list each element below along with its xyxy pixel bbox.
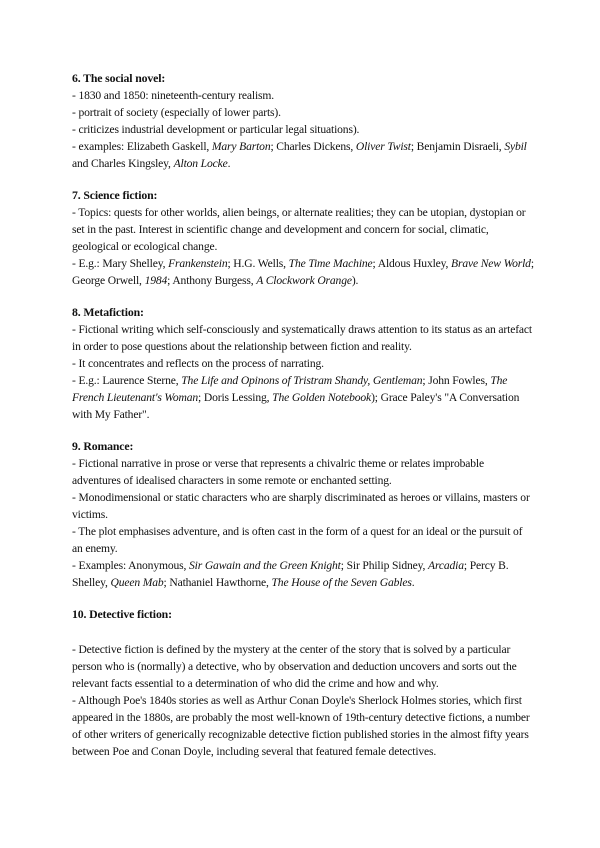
- text-run: ; John Fowles,: [422, 374, 491, 387]
- text-run: and Charles Kingsley,: [72, 157, 174, 170]
- text-run: ; Aldous Huxley,: [372, 257, 452, 270]
- document-body: [72, 70, 534, 760]
- text-run: - Fictional writing which self-consciously and systematically draws attention to its status as an artefact in order to pose questions about the relationship between fiction and reality.: [72, 323, 532, 353]
- paragraph: [72, 138, 534, 172]
- text-run: - criticizes industrial development or particular legal situations).: [72, 123, 360, 136]
- paragraph: [72, 321, 534, 355]
- paragraph: [72, 204, 534, 255]
- paragraph: [72, 255, 534, 289]
- italic-title: Frankenstein: [168, 257, 228, 270]
- text-run: ; Sir Philip Sidney,: [340, 559, 429, 572]
- italic-title: A Clockwork Orange: [256, 274, 352, 287]
- paragraph: [72, 557, 534, 591]
- italic-title: The Time Machine: [288, 257, 373, 270]
- text-run: - The plot emphasises adventure, and is often cast in the form of a quest for an ideal or the pursuit of an enemy.: [72, 525, 523, 555]
- italic-title: The Life and Opinons of Tristram Shandy, Gentleman: [181, 374, 423, 387]
- section-heading: 8. Metafiction:: [72, 305, 144, 319]
- italic-title: Sybil: [504, 140, 527, 153]
- text-run: - portrait of society (especially of lower parts).: [72, 106, 281, 119]
- italic-title: The French Lieutenant's Woman: [72, 374, 508, 404]
- paragraph: [72, 489, 534, 523]
- paragraph: [72, 641, 534, 692]
- paragraph: [72, 355, 534, 372]
- text-run: - Topics: quests for other worlds, alien beings, or alternate realities; they can be utopian, dystopian or set in the past. Interest in scientific change and development and concern for social, climatic, geological or ecological change.: [72, 206, 526, 253]
- section: [72, 70, 534, 172]
- italic-title: 1984: [144, 274, 168, 287]
- paragraph: [72, 121, 534, 138]
- text-run: - It concentrates and reflects on the process of narrating.: [72, 357, 324, 370]
- paragraph: [72, 455, 534, 489]
- italic-title: Oliver Twist: [355, 140, 411, 153]
- paragraph: [72, 523, 534, 557]
- text-run: .: [227, 157, 231, 170]
- italic-title: The House of the Seven Gables: [271, 576, 412, 589]
- paragraph: [72, 692, 534, 760]
- italic-title: The Golden Notebook: [272, 391, 372, 404]
- italic-title: Sir Gawain and the Green Knight: [189, 559, 341, 572]
- text-run: - Fictional narrative in prose or verse that represents a chivalric theme or relates improbable adventures of idealised characters in some remote or enchanted setting.: [72, 457, 484, 487]
- text-run: - 1830 and 1850: nineteenth-century realism.: [72, 89, 275, 102]
- text-run: - Examples: Anonymous,: [72, 559, 189, 572]
- section: [72, 304, 534, 423]
- text-run: - E.g.: Laurence Sterne,: [72, 374, 182, 387]
- section: [72, 606, 534, 760]
- text-run: ; George Orwell,: [72, 257, 534, 287]
- section-heading: 7. Science fiction:: [72, 188, 158, 202]
- text-run: ); Grace Paley's "A Conversation with My Father".: [72, 391, 520, 421]
- italic-title: Queen Mab: [110, 576, 164, 589]
- italic-title: Arcadia: [428, 559, 464, 572]
- text-run: ; Percy B. Shelley,: [72, 559, 509, 589]
- text-run: ; Charles Dickens,: [270, 140, 356, 153]
- text-run: ; Benjamin Disraeli,: [410, 140, 505, 153]
- italic-title: Brave New World: [451, 257, 531, 270]
- heading-spacer: [72, 623, 534, 641]
- section: [72, 187, 534, 289]
- paragraph: [72, 104, 534, 121]
- text-run: - Although Poe's 1840s stories as well as Arthur Conan Doyle's Sherlock Holmes stories, which first appeared in the 1880s, are probably the most well-known of 19th-century detective fictions, a number of other writers of generically recognizable detective fiction published stories in the almost fifty years between Poe and Conan Doyle, including several that featured female detectives.: [72, 694, 530, 758]
- paragraph: [72, 87, 534, 104]
- section-heading: 10. Detective fiction:: [72, 607, 172, 621]
- text-run: ; Nathaniel Hawthorne,: [163, 576, 272, 589]
- text-run: ).: [351, 274, 359, 287]
- text-run: ; Doris Lessing,: [198, 391, 273, 404]
- text-run: - Monodimensional or static characters who are sharply discriminated as heroes or villains, masters or victims.: [72, 491, 530, 521]
- text-run: ; Anthony Burgess,: [167, 274, 257, 287]
- italic-title: Alton Locke: [173, 157, 228, 170]
- italic-title: Mary Barton: [211, 140, 271, 153]
- text-run: - examples: Elizabeth Gaskell,: [72, 140, 212, 153]
- text-run: .: [411, 576, 415, 589]
- text-run: - E.g.: Mary Shelley,: [72, 257, 169, 270]
- section: [72, 438, 534, 591]
- text-run: - Detective fiction is defined by the mystery at the center of the story that is solved by a particular person who is (normally) a detective, who by observation and deduction uncovers and sorts out the relevant facts essential to a determination of who did the crime and how and why.: [72, 643, 517, 690]
- text-run: ; H.G. Wells,: [227, 257, 289, 270]
- section-heading: 6. The social novel:: [72, 71, 166, 85]
- section-heading: 9. Romance:: [72, 439, 134, 453]
- paragraph: [72, 372, 534, 423]
